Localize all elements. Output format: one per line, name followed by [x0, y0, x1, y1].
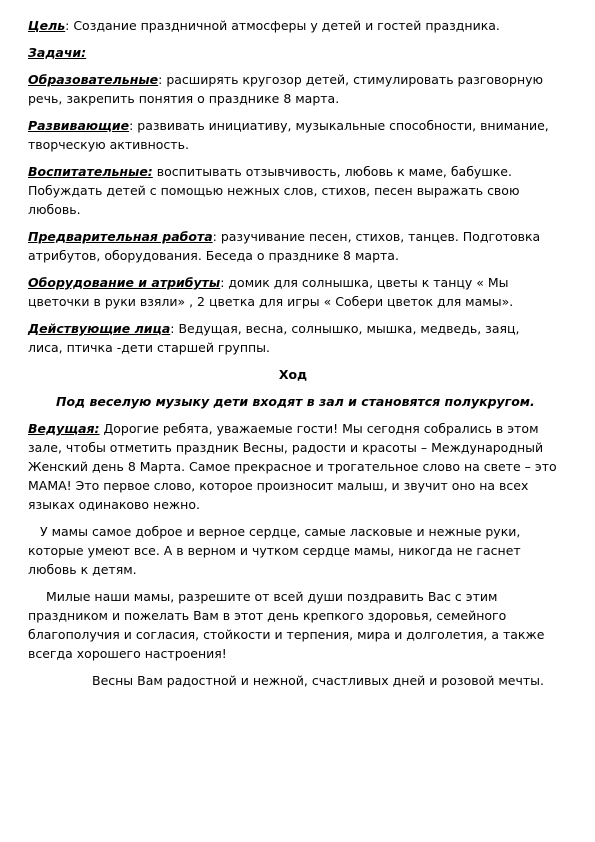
chars-paragraph — [28, 319, 558, 357]
edu-label: Образовательные — [28, 72, 159, 87]
dev-text: : развивать инициативу, музыкальные способности, внимание, творческую активность. — [28, 118, 549, 152]
upbr-text: воспитывать отзывчивость, любовь к маме, бабушке. Побуждать детей с помощью нежных слов, стихов, песен выражать свою любовь. — [28, 164, 520, 217]
edu-paragraph — [28, 70, 558, 108]
host-label: Ведущая: — [28, 421, 100, 436]
goal-text: : Создание праздничной атмосферы у детей и гостей праздника. — [65, 18, 500, 33]
chars-label: Действующие лица — [28, 321, 171, 336]
equip-text: : домик для солнышка, цветы к танцу « Мы цветочки в руки взяли» , 2 цветка для игры « Собери цветок для мамы». — [28, 275, 514, 309]
dev-paragraph — [28, 116, 558, 154]
speech-paragraph-2: Милые наши мамы, разрешите от всей души поздравить Вас с этим праздником и пожелать Вам в этот день крепкого здоровья, семейного благополучия и согласия, стойкости и терпения, мира и долголетия, а также всегда хорошего настроения! — [28, 589, 545, 661]
host-text: Дорогие ребята, уважаемые гости! Мы сегодня собрались в этом зале, чтобы отметить праздник Весны, радости и красоты – Международный Женский день 8 Марта. Самое прекрасное и трогательное слово на свете – это МАМА! Это первое слово, которое произносит малыш, и звучит оно на всех языках одинаково нежно. — [28, 421, 557, 512]
equip-paragraph — [28, 273, 558, 311]
goal-paragraph — [28, 16, 558, 35]
tasks-heading — [28, 43, 558, 62]
dev-label: Развивающие — [28, 118, 130, 133]
entrance-direction: Под веселую музыку дети входят в зал и становятся полукругом. — [56, 394, 535, 409]
document-page — [28, 16, 558, 698]
course-heading: Ход — [278, 367, 308, 382]
prep-text: : разучивание песен, стихов, танцев. Подготовка атрибутов, оборудования. Беседа о празднике 8 марта. — [28, 229, 541, 263]
tasks-title: Задачи: — [28, 45, 87, 60]
host-paragraph — [28, 419, 558, 514]
upbr-label: Воспитательные: — [28, 164, 153, 179]
speech-paragraph-1: У мамы самое доброе и верное сердце, самые ласковые и нежные руки, которые умеют все. А в верном и чутком сердце мамы, никогда не гаснет любовь к детям. — [28, 524, 521, 577]
edu-text: : расширять кругозор детей, стимулировать разговорную речь, закрепить понятия о празднике 8 марта. — [28, 72, 544, 106]
chars-text: : Ведущая, весна, солнышко, мышка, медведь, заяц, лиса, птичка -дети старшей группы. — [28, 321, 520, 355]
prep-paragraph — [28, 227, 558, 265]
equip-label: Оборудование и атрибуты — [28, 275, 221, 290]
prep-label: Предварительная работа — [28, 229, 213, 244]
upbr-paragraph — [28, 162, 558, 219]
speech-paragraph-3: Весны Вам радостной и нежной, счастливых дней и розовой мечты. — [92, 673, 544, 688]
goal-label: Цель — [28, 18, 66, 33]
